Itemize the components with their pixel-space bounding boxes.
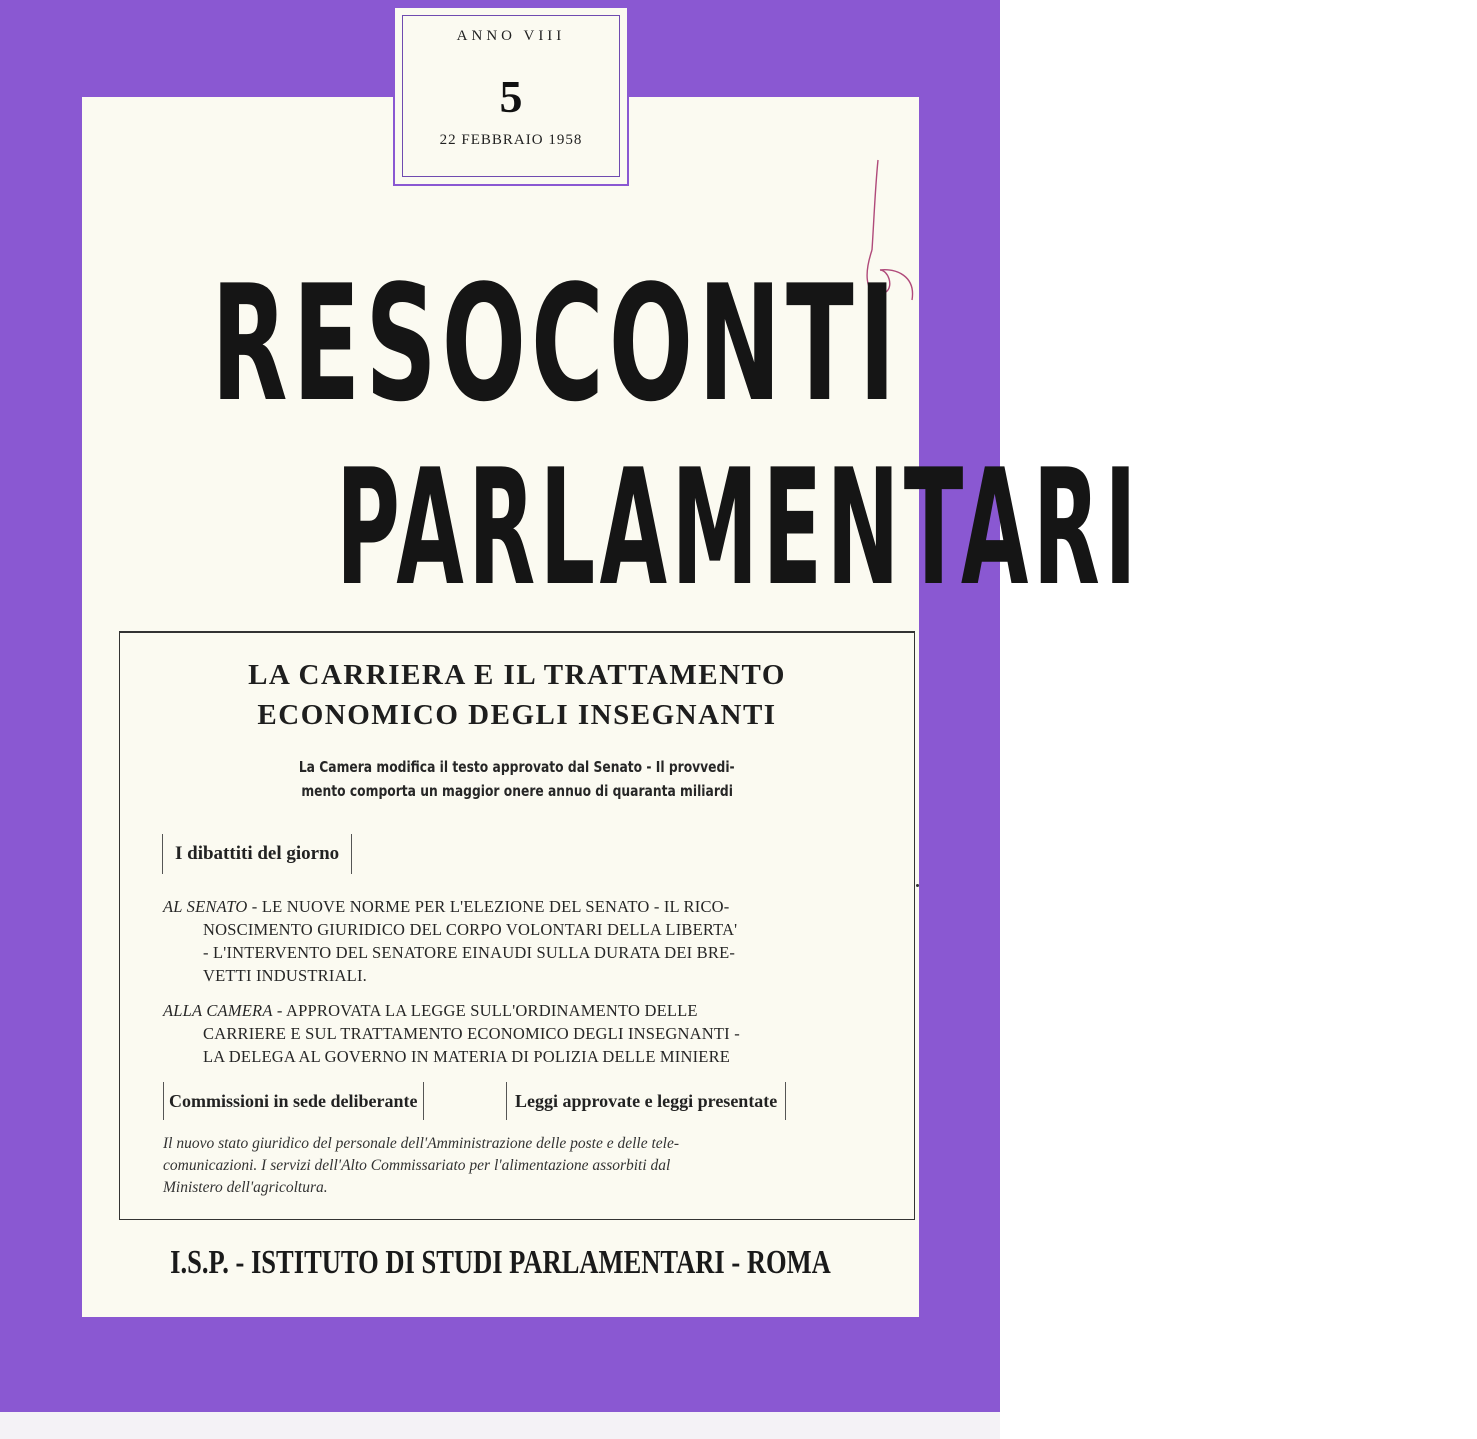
commissions-section-label: Commissioni in sede deliberante: [163, 1082, 424, 1120]
lead-headline-line2: ECONOMICO DEGLI INSEGNANTI: [257, 699, 777, 731]
camera-summary: [163, 999, 871, 1068]
masthead-title-line1: [0, 250, 1000, 437]
lead-subtitle-text2: mento comporta un maggior onere annuo di quaranta miliardi: [301, 782, 733, 800]
senato-line3: - L'INTERVENTO DEL SENATORE EINAUDI SULLA DURATA DEI BRE-: [203, 943, 736, 962]
commissions-note: [163, 1133, 875, 1199]
issue-number: 5: [499, 71, 523, 122]
note-line2: comunicazioni. I servizi dell'Alto Commissariato per l'alimentazione assorbiti dal: [163, 1157, 671, 1174]
senato-text1: - LE NUOVE NORME PER L'ELEZIONE DEL SENATO - IL RICO-: [247, 897, 730, 916]
senato-summary: [163, 895, 871, 987]
lead-subtitle-line1: [120, 758, 914, 776]
lead-subtitle-line2: [120, 782, 914, 800]
laws-section-label: Leggi approvate e leggi presentate: [506, 1082, 786, 1120]
issue-date: 22 FEBBRAIO 1958: [439, 132, 583, 148]
masthead-parlamentari: PARLAMENTARI: [336, 434, 1142, 621]
publisher-text: I.S.P. - ISTITUTO DI STUDI PARLAMENTARI - ROMA: [169, 1244, 831, 1281]
masthead-title-line2: [0, 434, 1142, 621]
camera-label: ALLA CAMERA: [163, 1001, 273, 1020]
senato-line4: VETTI INDUSTRIALI.: [203, 966, 367, 985]
camera-text1: - APPROVATA LA LEGGE SULL'ORDINAMENTO DELLE: [272, 1001, 698, 1020]
masthead-resoconti: RESOCONTI: [211, 250, 901, 437]
note-line1: Il nuovo stato giuridico del personale dell'Amministrazione delle poste e delle tele-: [163, 1135, 680, 1152]
lead-headline-line1: LA CARRIERA E IL TRATTAMENTO: [248, 659, 786, 691]
debates-section-label: I dibattiti del giorno: [162, 834, 352, 874]
bottom-edge: [0, 1412, 1000, 1439]
issue-info-box: [393, 6, 629, 186]
note-line3: Ministero dell'agricoltura.: [163, 1179, 328, 1196]
camera-line1: [163, 999, 871, 1022]
ink-speck: [916, 884, 919, 887]
senato-label: AL SENATO: [163, 897, 248, 916]
contents-box: [119, 631, 915, 1220]
camera-line2: CARRIERE E SUL TRATTAMENTO ECONOMICO DEGLI INSEGNANTI -: [203, 1024, 740, 1043]
publisher-line: [0, 1244, 1000, 1282]
senato-line1: [163, 895, 871, 918]
issue-year: ANNO VIII: [456, 28, 566, 44]
lead-subtitle-text1: La Camera modifica il testo approvato dal Senato - Il provvedi-: [299, 758, 735, 776]
senato-line2: NOSCIMENTO GIURIDICO DEL CORPO VOLONTARI DELLA LIBERTA': [203, 920, 738, 939]
camera-line3: LA DELEGA AL GOVERNO IN MATERIA DI POLIZIA DELLE MINIERE: [203, 1047, 731, 1066]
